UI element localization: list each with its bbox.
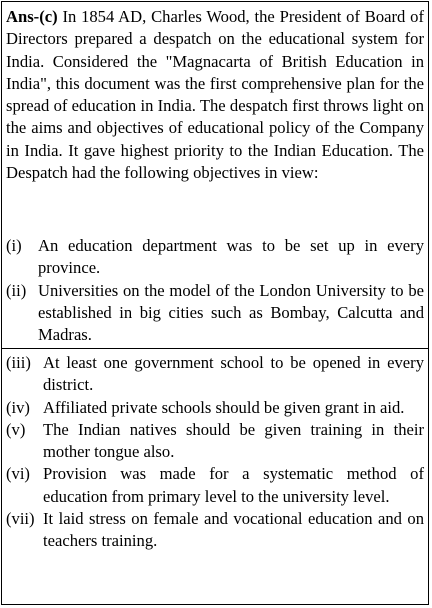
- list-item: [6, 235, 424, 280]
- list-item: [6, 397, 424, 419]
- list-item: [6, 419, 424, 464]
- item-number: (ii): [6, 280, 27, 300]
- item-number: (iv): [6, 397, 30, 417]
- list-item: [6, 352, 424, 397]
- item-text: Provision was made for a systematic method of education from primary level to the university level.: [43, 464, 424, 506]
- item-text: Affiliated private schools should be given grant in aid.: [43, 397, 405, 417]
- item-number: (iii): [6, 353, 31, 372]
- item-number: (i): [6, 236, 22, 255]
- item-text: The Indian natives should be given training in their mother tongue also.: [43, 419, 424, 462]
- objectives-list-part-2: [6, 352, 424, 553]
- answer-box: [1, 1, 429, 605]
- list-item: [6, 463, 424, 508]
- answer-intro: [6, 6, 424, 184]
- objectives-list-part-1: [6, 235, 424, 346]
- list-item: [6, 508, 424, 553]
- item-text: At least one government school to be opened in every district.: [43, 353, 424, 395]
- answer-label: Ans-(c): [6, 7, 58, 26]
- item-text: It laid stress on female and vocational education and on teachers training.: [43, 509, 424, 551]
- item-number: (vii): [6, 509, 35, 529]
- list-item: [6, 280, 424, 347]
- item-text: Universities on the model of the London University to be established in big cities such as Bombay, Calcutta and Madras.: [38, 280, 424, 345]
- item-number: (v): [6, 419, 26, 439]
- answer-paragraph-text: In 1854 AD, Charles Wood, the President of Board of Directors prepared a despatch on the educational system for India. Considered the "Magnacarta of British Education in India", this document was the first comprehensive plan for the spread of education in India. The despatch first throws light on the aims and objectives of educational policy of the Company in India. It gave highest priority to the Indian Education. The Despatch had the following objectives in view:: [6, 7, 424, 183]
- answer-paragraph: [6, 6, 424, 184]
- item-text: An education department was to be set up in every province.: [38, 236, 424, 278]
- section-divider: [2, 348, 428, 349]
- item-number: (vi): [6, 464, 30, 484]
